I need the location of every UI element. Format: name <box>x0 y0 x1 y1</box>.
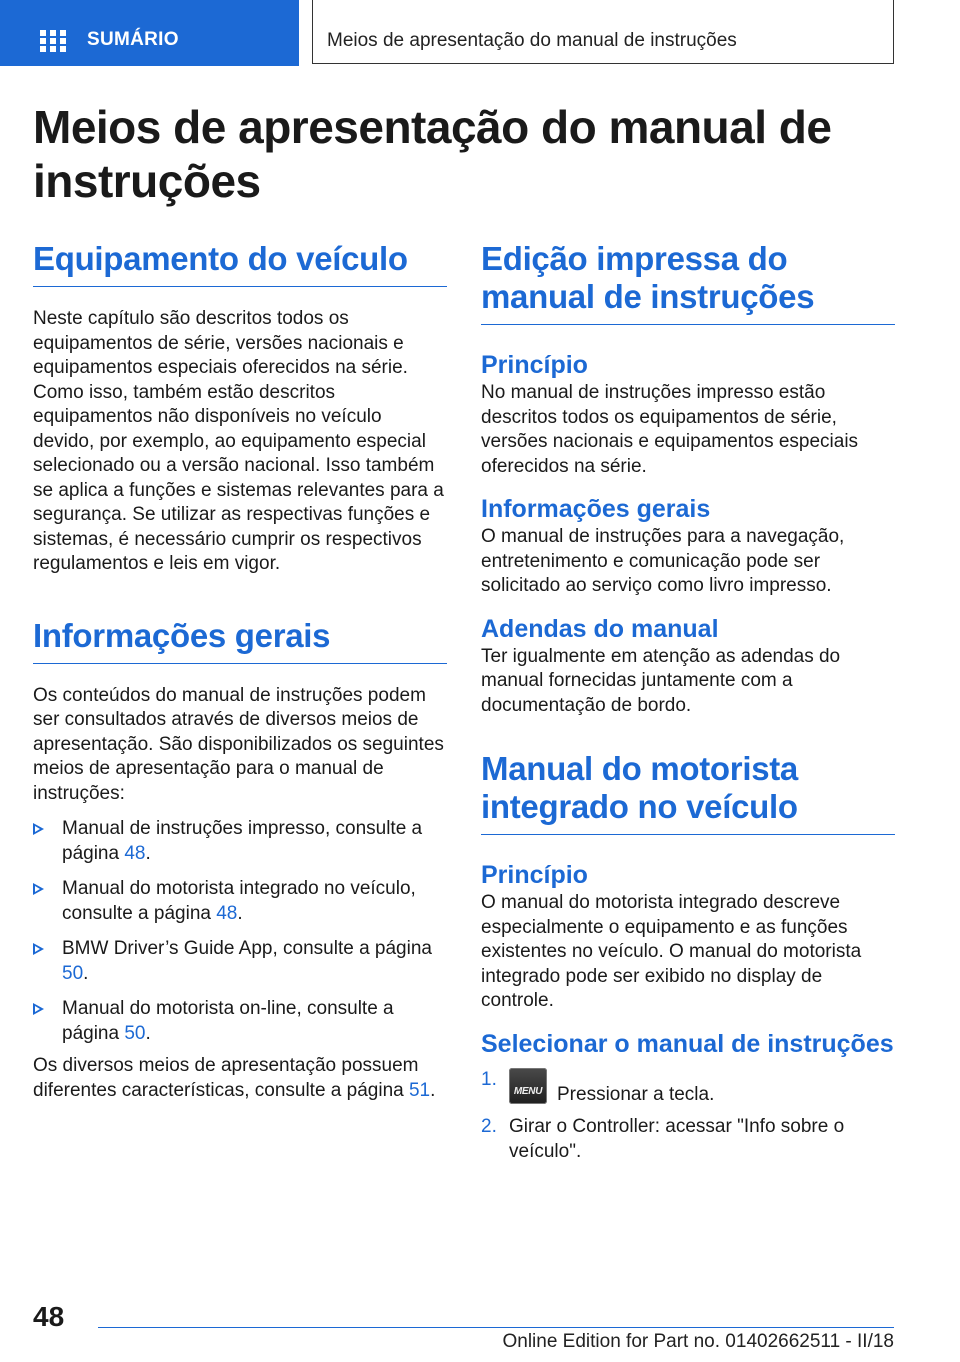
section-heading-integrated-manual: Manual do motorista integrado no veículo <box>481 750 895 835</box>
footer-edition: Online Edition for Part no. 01402662511 - II/18 <box>502 1331 894 1352</box>
section-heading-vehicle-equipment: Equipamento do veículo <box>33 240 447 287</box>
chapter-title: Meios de apresentação do manual de instruções <box>327 30 737 51</box>
subheading-select-manual: Selecionar o manual de instruções <box>481 1029 894 1058</box>
bullet-triangle-icon <box>33 883 44 895</box>
step-item: 1. MENU Pressionar a tecla. <box>481 1068 715 1105</box>
list-item: Manual do motorista on-line, consulte a página 50. <box>33 997 447 1046</box>
addenda-body: Ter igualmente em atenção as adendas do manual fornecidas juntamente com a documentação de bordo. <box>481 645 841 716</box>
vehicle-equipment-body: Neste capítulo são descritos todos os equipamentos de série, versões nacionais e equipamentos especiais oferecidos na série. Como isso, também estão descritos equipamentos não disponíveis no veículo devido, por exemplo, ao equipamento especial selecionado ou a versão nacional. Isso também se aplica a funções e sistemas relevantes para a segurança. Se utilizar as respectivas funções e sistemas, é necessário cumprir os respectivos regulamentos e leis em vigor. <box>33 308 444 574</box>
page-link[interactable]: 50 <box>124 1022 146 1044</box>
footer-divider <box>98 1327 894 1328</box>
subheading-general-info: Informações gerais <box>481 495 711 523</box>
steps-list <box>481 1068 895 1165</box>
grid-icon <box>40 30 66 52</box>
chapter-tab[interactable] <box>312 0 894 64</box>
subheading-addenda: Adendas do manual <box>481 614 719 643</box>
general-info-intro: Os conteúdos do manual de instruções podem ser consultados através de diversos meios de apresentação. São disponibilizados os seguintes meios de apresentação para o manual de instruções: <box>33 684 444 804</box>
subheading-principle: Princípio <box>481 861 588 889</box>
list-item: BMW Driver’s Guide App, consulte a página 50. <box>33 937 447 986</box>
top-bar <box>0 0 960 66</box>
section-heading-general-info: Informações gerais <box>33 617 447 664</box>
page-title: Meios de apresentação do manual de instruções <box>33 101 832 207</box>
printed-general-body: O manual de instruções para a navegação, entretenimento e comunicação pode ser solicitado ao serviço como livro impresso. <box>481 526 845 596</box>
page-link[interactable]: 48 <box>124 842 146 864</box>
toc-button[interactable] <box>0 0 299 66</box>
step-number: 2. <box>481 1116 497 1137</box>
step-number: 1. <box>481 1068 497 1090</box>
page-number: 48 <box>33 1301 65 1332</box>
bullet-triangle-icon <box>33 823 44 835</box>
page-link[interactable]: 48 <box>216 902 238 924</box>
menu-key-icon: MENU <box>509 1068 547 1104</box>
presentation-media-list <box>33 817 447 1046</box>
toc-label: SUMÁRIO <box>87 29 179 50</box>
general-info-outro: Os diversos meios de apresentação possuem diferentes características, consulte a página 51. <box>33 1055 436 1101</box>
section-heading-printed-manual: Edição impressa do manual de instruções <box>481 240 895 325</box>
page-link[interactable]: 50 <box>62 962 84 984</box>
printed-principle-body: No manual de instruções impresso estão descritos todos os equipamentos de série, versões nacionais e equipamentos especiais oferecidos na série. <box>481 382 859 477</box>
list-item: Manual do motorista integrado no veículo, consulte a página 48. <box>33 877 447 926</box>
page-link[interactable]: 51 <box>408 1079 431 1101</box>
step-item: 2. Girar o Controller: acessar "Info sobre o veículo". <box>481 1116 845 1162</box>
subheading-principle: Princípio <box>481 351 588 379</box>
integrated-principle-body: O manual do motorista integrado descreve especialmente o equipamento e as funções existentes no veículo. O manual do motorista integrado pode ser exibido no display de controle. <box>481 892 862 1011</box>
bullet-triangle-icon <box>33 943 44 955</box>
right-column <box>481 240 895 1164</box>
list-item: Manual de instruções impresso, consulte a página 48. <box>33 817 447 866</box>
bullet-triangle-icon <box>33 1003 44 1015</box>
left-column <box>33 240 447 1103</box>
